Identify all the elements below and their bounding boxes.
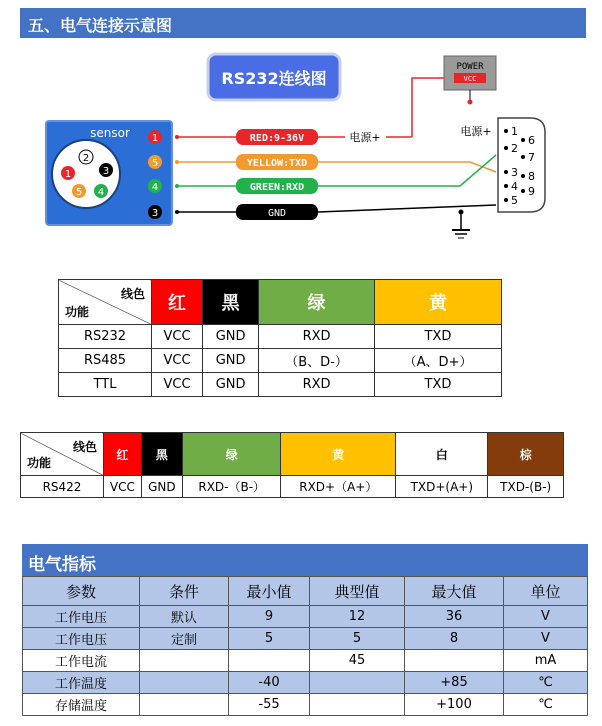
table-cell: RXD+（A+）	[281, 476, 396, 498]
table-row	[21, 476, 564, 498]
table-corner-cell	[59, 280, 152, 325]
rs232-wiring-diagram	[0, 40, 602, 276]
table-cell: RS422	[21, 476, 104, 498]
table-row	[59, 373, 502, 397]
table-cell	[310, 672, 405, 694]
table-cell: RS485	[59, 349, 152, 373]
table-cell: VCC	[104, 476, 142, 498]
header-typ: 典型值	[310, 577, 405, 606]
table-cell: TXD-(B-)	[488, 476, 564, 498]
db9-pin-9: 9	[528, 185, 535, 198]
table-cell: 工作电压	[23, 606, 140, 628]
table-cell: RXD	[259, 373, 375, 397]
table-cell: （A、D+）	[374, 349, 501, 373]
table-cell	[310, 694, 405, 716]
color-yellow: 黄	[281, 433, 396, 476]
power-plus-label: 电源+	[349, 131, 381, 144]
sensor-pin-1: 1	[64, 169, 72, 180]
wires	[175, 78, 496, 238]
section-header	[20, 8, 586, 38]
diagram-title: RS232连线图	[221, 69, 327, 88]
table-row	[23, 650, 588, 672]
table-cell: +85	[405, 672, 504, 694]
corner-bottom-label: 功能	[27, 456, 52, 470]
header-param: 参数	[23, 577, 140, 606]
db9-pin-1: 1	[511, 125, 518, 138]
table-row	[59, 325, 502, 349]
table-cell: +100	[405, 694, 504, 716]
table-cell: TXD	[374, 373, 501, 397]
color-black: 黑	[203, 280, 259, 325]
table-cell: 工作温度	[23, 672, 140, 694]
color-red: 红	[152, 280, 203, 325]
table-cell: TXD	[374, 325, 501, 349]
table-cell: ℃	[504, 694, 588, 716]
wire-marker-5: 5	[151, 158, 159, 169]
table-cell: 存储温度	[23, 694, 140, 716]
sensor-pin-5: 5	[75, 187, 83, 198]
table-cell: VCC	[152, 325, 203, 349]
wire-label-black: GND	[267, 208, 287, 219]
color-red: 红	[104, 433, 142, 476]
table-cell	[140, 650, 229, 672]
table-cell: 9	[229, 606, 310, 628]
color-brown: 棕	[488, 433, 564, 476]
db9-pin-7: 7	[528, 151, 535, 164]
table-cell	[140, 694, 229, 716]
table-cell: TXD+(A+)	[396, 476, 488, 498]
color-yellow: 黄	[374, 280, 501, 325]
table-cell: 12	[310, 606, 405, 628]
wire-label-green: GREEN:RXD	[249, 182, 305, 193]
table-row	[23, 606, 588, 628]
table-cell: GND	[203, 349, 259, 373]
color-green: 绿	[259, 280, 375, 325]
db9-pin-6: 6	[528, 134, 535, 147]
table-cell: ℃	[504, 672, 588, 694]
table-cell	[405, 650, 504, 672]
table-cell: 8	[405, 628, 504, 650]
wire-marker-3: 3	[151, 208, 159, 219]
electrical-spec-table	[22, 576, 588, 716]
power-box-vcc: VCC	[463, 75, 477, 83]
table-cell: TTL	[59, 373, 152, 397]
db9-power-label: 电源+	[460, 125, 492, 138]
color-black: 黑	[141, 433, 182, 476]
header-min: 最小值	[229, 577, 310, 606]
db9-pin-5: 5	[511, 194, 518, 207]
table-row	[23, 628, 588, 650]
table-cell: 45	[310, 650, 405, 672]
wire-marker-4: 4	[151, 182, 159, 193]
table-cell: -55	[229, 694, 310, 716]
wire-label-red: RED:9-36V	[249, 133, 305, 144]
header-condition: 条件	[140, 577, 229, 606]
header-unit: 单位	[504, 577, 588, 606]
table-cell: GND	[203, 325, 259, 349]
table-row	[23, 672, 588, 694]
sensor-pin-4: 4	[97, 187, 105, 198]
sensor-pin-3: 3	[102, 166, 110, 177]
table-corner-cell	[21, 433, 104, 476]
table-cell	[229, 650, 310, 672]
table-cell: （B、D-）	[259, 349, 375, 373]
db9-pin-4: 4	[511, 180, 518, 193]
wire-color-table	[58, 279, 502, 397]
corner-top-label: 线色	[72, 440, 97, 454]
table-cell: V	[504, 606, 588, 628]
table-cell: VCC	[152, 373, 203, 397]
electrical-spec-title: 电气指标	[28, 555, 96, 575]
table-cell: VCC	[152, 349, 203, 373]
table-cell: 默认	[140, 606, 229, 628]
table-cell: GND	[203, 373, 259, 397]
sensor-label: sensor	[90, 126, 130, 140]
table-cell: GND	[141, 476, 182, 498]
table-cell: 36	[405, 606, 504, 628]
table-cell: 工作电压	[23, 628, 140, 650]
diagram-title-box	[208, 54, 340, 100]
wire-marker-1: 1	[151, 133, 159, 144]
table-cell: 5	[310, 628, 405, 650]
color-white: 白	[396, 433, 488, 476]
table-cell: RXD-（B-）	[183, 476, 281, 498]
sensor-pin-2: 2	[82, 153, 90, 164]
table-cell: mA	[504, 650, 588, 672]
rs422-color-table	[20, 432, 564, 498]
db9-pin-2: 2	[511, 142, 518, 155]
table-cell: V	[504, 628, 588, 650]
db9-connector	[460, 118, 545, 212]
color-green: 绿	[183, 433, 281, 476]
db9-pin-8: 8	[528, 170, 535, 183]
table-row	[59, 349, 502, 373]
table-header-row	[59, 280, 502, 325]
corner-bottom-label: 功能	[65, 305, 90, 319]
table-header-row	[21, 433, 564, 476]
table-cell	[140, 672, 229, 694]
table-cell: 工作电流	[23, 650, 140, 672]
corner-top-label: 线色	[120, 287, 145, 301]
wire-labels	[236, 129, 318, 220]
section-title: 五、电气连接示意图	[28, 16, 173, 35]
table-cell: 定制	[140, 628, 229, 650]
table-cell: 5	[229, 628, 310, 650]
wire-label-yellow: YELLOW:TXD	[246, 158, 308, 169]
header-max: 最大值	[405, 577, 504, 606]
db9-pin-3: 3	[511, 166, 518, 179]
power-supply-box	[444, 56, 496, 105]
table-cell: -40	[229, 672, 310, 694]
table-cell: RXD	[259, 325, 375, 349]
table-row	[23, 694, 588, 716]
table-cell: RS232	[59, 325, 152, 349]
electrical-spec-header	[22, 544, 588, 576]
table-header-row	[23, 577, 588, 606]
power-box-title: POWER	[456, 62, 484, 72]
